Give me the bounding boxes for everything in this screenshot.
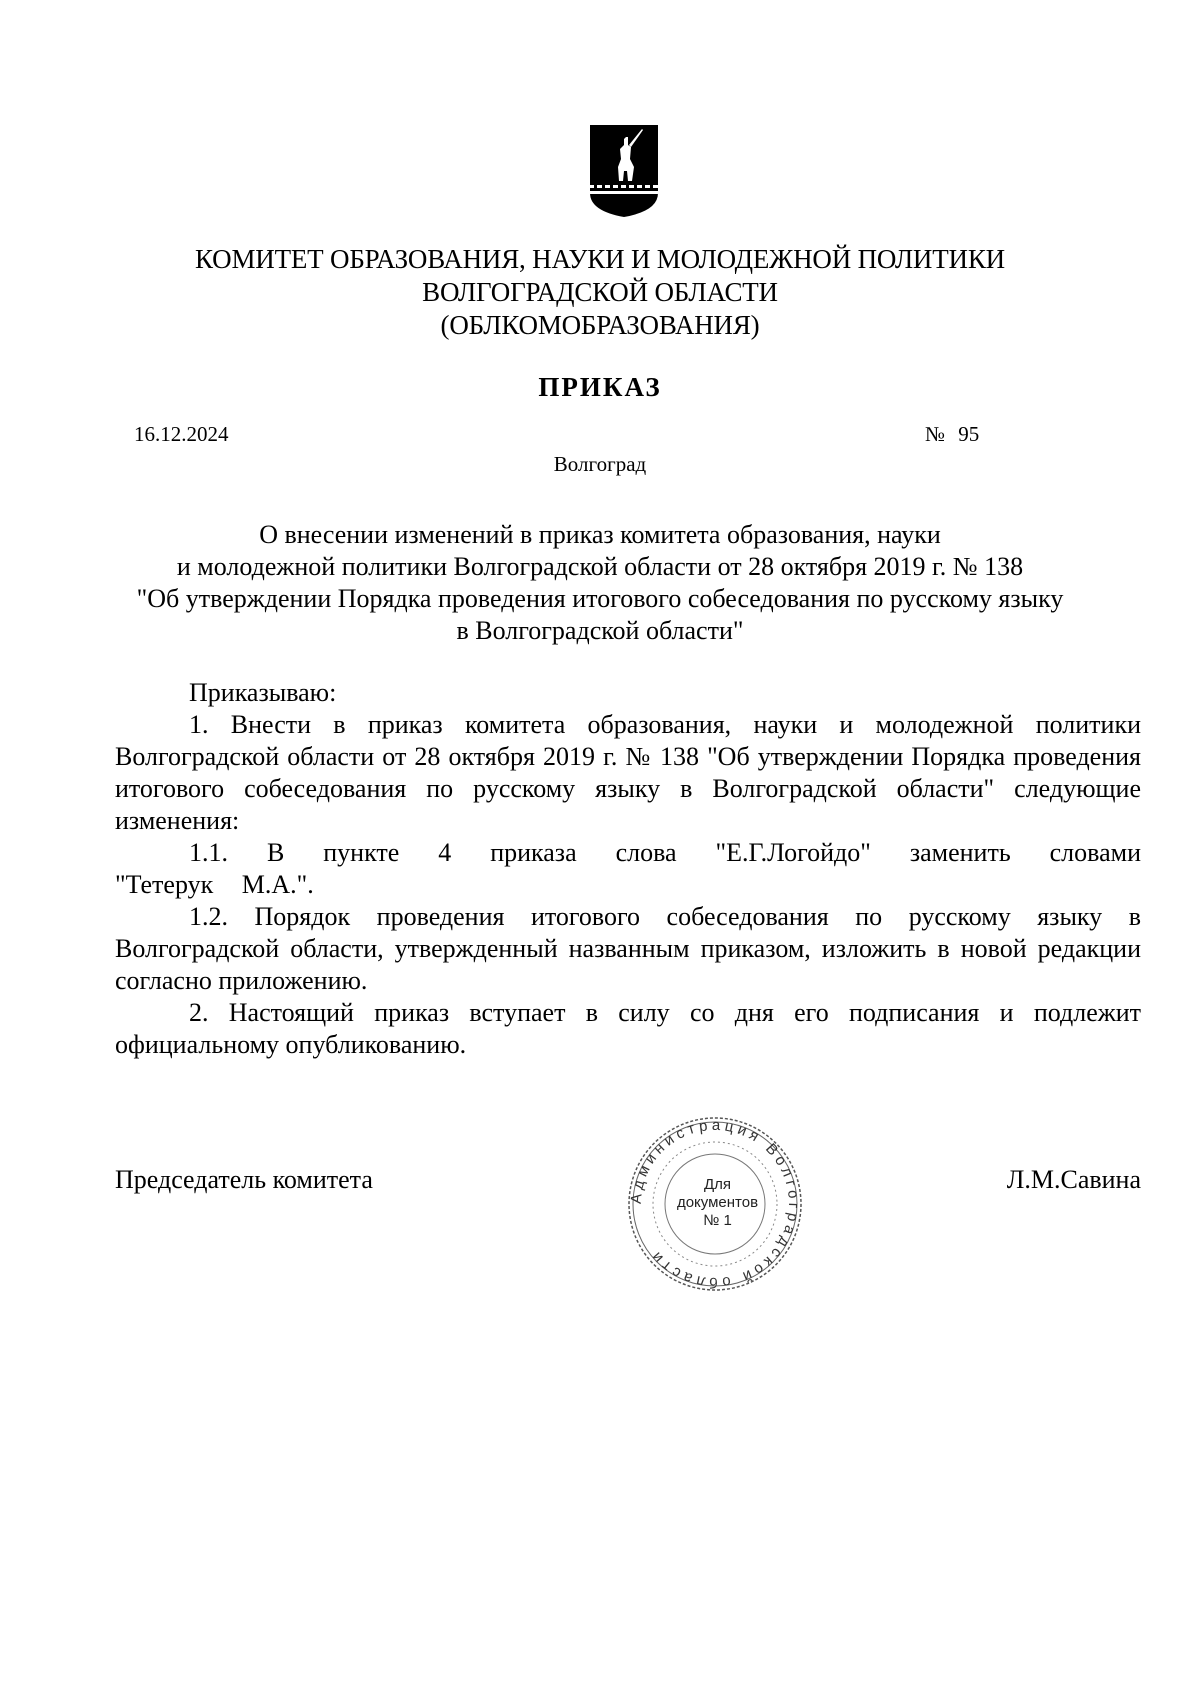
organization-name-line-1: КОМИТЕТ ОБРАЗОВАНИЯ, НАУКИ И МОЛОДЕЖНОЙ ПОЛИТИКИ xyxy=(195,244,1005,274)
stamp-ring-text: Администрация Волгоградской области xyxy=(627,1116,803,1292)
document-subject xyxy=(0,519,1200,647)
document-date: 16.12.2024 xyxy=(134,422,229,446)
organization-abbreviation: (ОБЛКОМОБРАЗОВАНИЯ) xyxy=(440,310,760,340)
stamp-inner-line-2: документов xyxy=(676,1194,759,1211)
paragraph-1: 1. Внести в приказ комитета образования, науки и молодежной политики Волгоградской области от 28 октября 2019 г. № 138 "Об утверждении Порядка проведения итогового собеседования по русскому языку в Волгоградской области" следующие изменения: xyxy=(115,710,1141,835)
document-type-title: ПРИКАЗ xyxy=(538,372,662,402)
document-city: Волгоград xyxy=(553,452,647,476)
subject-line-1: О внесении изменений в приказ комитета образования, науки xyxy=(259,520,941,549)
document-number: № 95 xyxy=(925,422,980,446)
stamp-inner-line-3: № 1 xyxy=(703,1212,732,1229)
document-body xyxy=(115,677,1141,1061)
paragraph-1-2: 1.2. Порядок проведения итогового собеседования по русскому языку в Волгоградской области, утвержденный названным приказом, изложить в новой редакции согласно приложению. xyxy=(115,902,1141,995)
signer-name: Л.М.Савина xyxy=(1006,1165,1141,1194)
subject-line-2: и молодежной политики Волгоградской области от 28 октября 2019 г. № 138 xyxy=(176,552,1024,581)
subject-line-4: в Волгоградской области" xyxy=(456,616,744,645)
paragraph-2: 2. Настоящий приказ вступает в силу со дня его подписания и подлежит официальному опубликованию. xyxy=(115,998,1141,1059)
stamp-inner-line-1: Для xyxy=(703,1176,732,1193)
coat-of-arms-icon xyxy=(588,123,660,219)
signer-position: Председатель комитета xyxy=(115,1165,373,1194)
paragraph-1-1: 1.1. В пункте 4 приказа слова "Е.Г.Логойдо" заменить словами "Тетерук М.А.". xyxy=(115,838,1141,899)
organization-name-line-2: ВОЛГОГРАДСКОЙ ОБЛАСТИ xyxy=(422,277,778,307)
subject-line-3: "Об утверждении Порядка проведения итогового собеседования по русскому языку xyxy=(136,584,1064,613)
order-word: Приказываю: xyxy=(189,678,337,707)
